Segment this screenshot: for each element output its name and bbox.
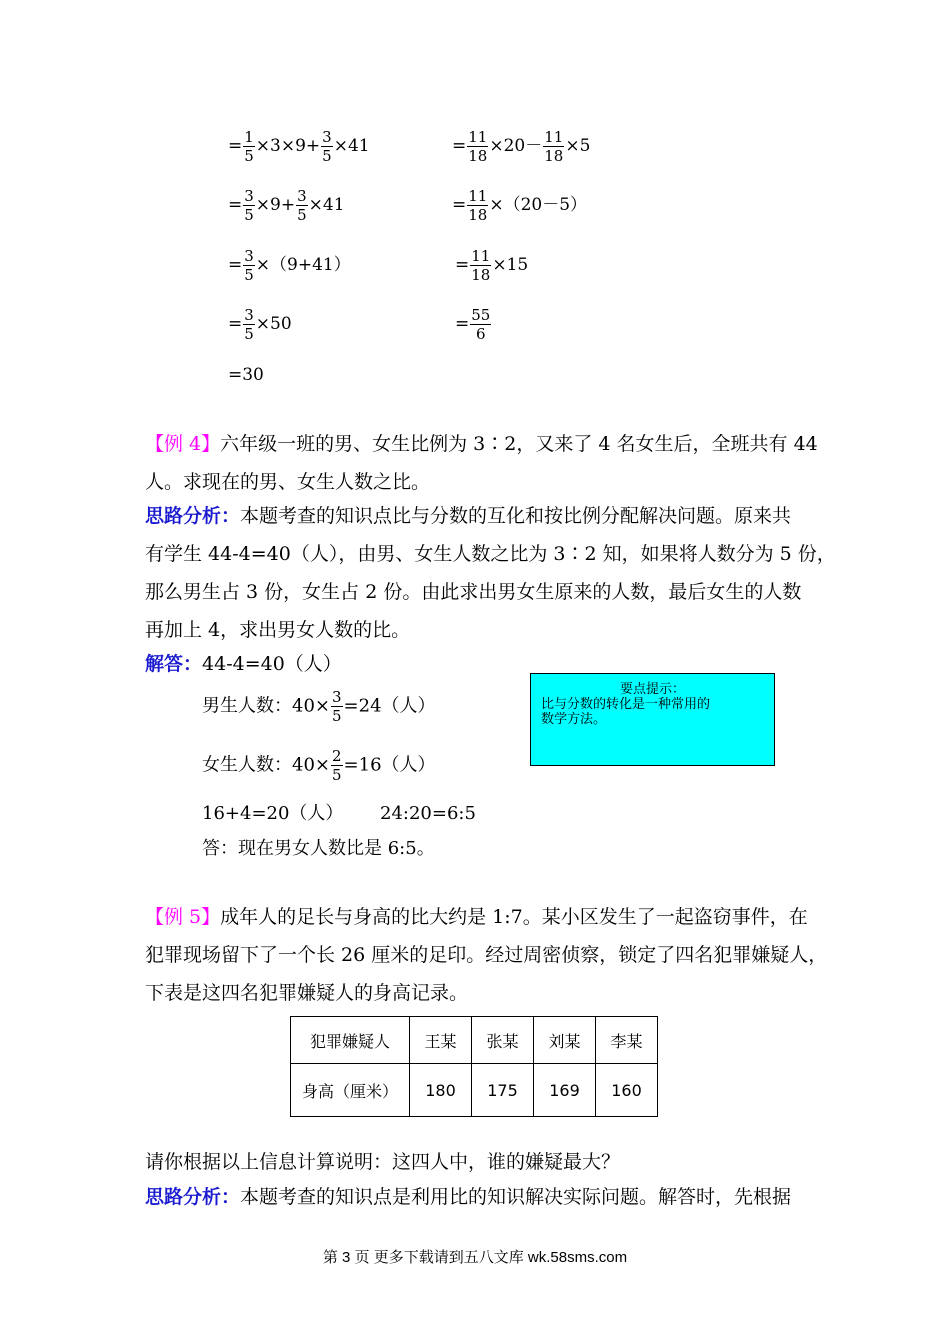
tip-title: 要点提示：	[619, 682, 685, 697]
equals-sign: =	[455, 314, 470, 334]
fraction: $\frac{55}{6}$	[471, 306, 491, 343]
example5-line2: 犯罪现场留下了一个长 26 厘米的足印。经过周密侦察，锁定了四名犯罪嫌疑人，	[145, 944, 828, 966]
fraction: $\frac{11}{18}$	[468, 128, 488, 165]
tip-box	[530, 673, 775, 766]
calc-right-line-1	[452, 128, 590, 165]
calc-left-line-3	[228, 247, 351, 284]
table-cell: 160	[596, 1064, 658, 1117]
analysis-line: 再加上 4，求出男女人数的比。	[145, 619, 411, 641]
calc-right-line-2	[452, 187, 587, 224]
expr-part: =24（人）	[343, 695, 436, 717]
expr-part: =16（人）	[343, 754, 436, 776]
analysis-line: 那么男生占 3 份，女生占 2 份。由此求出男女生原来的人数，最后女生的人数	[145, 581, 802, 603]
expr-part: 男生人数：40×	[202, 695, 330, 717]
answer-line: 44-4=40（人）	[202, 653, 342, 675]
expr-part: ×20－	[489, 136, 543, 156]
boys-count-line	[202, 688, 436, 725]
equals-sign: =	[228, 255, 243, 275]
example4-statement	[145, 425, 818, 501]
answer-label: 解答：	[145, 653, 203, 675]
fraction: $\frac{3}{5}$	[297, 187, 307, 224]
suspect-height-table	[290, 1016, 658, 1117]
table-cell: 身高（厘米）	[291, 1064, 410, 1117]
fraction: $\frac{3}{5}$	[244, 306, 254, 343]
example5-line3: 下表是这四名犯罪嫌疑人的身高记录。	[145, 982, 469, 1004]
table-cell: 王某	[410, 1017, 472, 1064]
expr-part: ×5	[565, 136, 591, 156]
equals-sign: =	[228, 314, 243, 334]
fraction: $\frac{1}{5}$	[244, 128, 254, 165]
expr-part: ×9+	[255, 195, 296, 215]
calc-right-line-3	[455, 247, 528, 284]
equals-sign: =	[228, 195, 243, 215]
table-cell: 张某	[472, 1017, 534, 1064]
table-cell: 180	[410, 1064, 472, 1117]
table-cell: 犯罪嫌疑人	[291, 1017, 410, 1064]
analysis-line: 本题考查的知识点比与分数的互化和按比例分配解决问题。原来共	[240, 505, 792, 527]
fraction: $\frac{3}{5}$	[244, 247, 254, 284]
ratio-line: 24:20=6:5	[380, 803, 476, 824]
analysis-line: 有学生 44-4=40（人），由男、女生人数之比为 3∶2 知，如果将人数分为 5 份，	[145, 543, 836, 565]
conclusion-line: 答：现在男女人数比是 6:5。	[202, 838, 435, 859]
fraction: $\frac{2}{5}$	[332, 747, 342, 784]
equals-sign: =	[455, 255, 470, 275]
fraction: $\frac{11}{18}$	[471, 247, 491, 284]
girls-count-line	[202, 747, 436, 784]
page-footer: 第 3 页 更多下载请到五八文库 wk.58sms.com	[322, 1249, 628, 1266]
fraction: $\frac{11}{18}$	[544, 128, 564, 165]
sum-line: 16+4=20（人）	[202, 803, 344, 824]
example4-answer	[145, 645, 342, 683]
expr-part: ×3×9+	[255, 136, 321, 156]
calc-left-line-2	[228, 187, 345, 224]
calc-left-line-5: =30	[228, 365, 264, 385]
expr-part: ×（20－5）	[489, 195, 588, 215]
example5-line1: 成年人的足长与身高的比大约是 1:7。某小区发生了一起盗窃事件，在	[220, 906, 808, 928]
expr-part: 女生人数：40×	[202, 754, 330, 776]
example4-tag: 【例 4】	[145, 433, 221, 455]
equals-sign: =	[452, 195, 467, 215]
fraction: $\frac{3}{5}$	[322, 128, 332, 165]
expr-part: ×41	[333, 136, 370, 156]
example5-analysis	[145, 1178, 791, 1216]
example4-line1: 六年级一班的男、女生比例为 3∶2，又来了 4 名女生后，全班共有 44	[220, 433, 818, 455]
table-cell: 李某	[596, 1017, 658, 1064]
fraction: $\frac{3}{5}$	[244, 187, 254, 224]
expr-part: ×15	[492, 255, 529, 275]
equals-sign: =	[452, 136, 467, 156]
table-cell: 169	[534, 1064, 596, 1117]
fraction: $\frac{11}{18}$	[468, 187, 488, 224]
fraction: $\frac{3}{5}$	[332, 688, 342, 725]
calc-left-line-4	[228, 306, 292, 343]
example4-analysis	[145, 497, 836, 649]
analysis-label: 思路分析：	[145, 505, 241, 527]
expr-part: ×（9+41）	[255, 255, 351, 275]
table-row	[291, 1064, 658, 1117]
equals-sign: =	[228, 136, 243, 156]
example5-question: 请你根据以上信息计算说明：这四人中，谁的嫌疑最大？	[145, 1151, 621, 1173]
expr-part: ×50	[255, 314, 292, 334]
example5-tag: 【例 5】	[145, 906, 221, 928]
table-header-row	[291, 1017, 658, 1064]
tip-line-1: 比与分数的转化是一种常用的	[541, 697, 711, 712]
example4-line2: 人。求现在的男、女生人数之比。	[145, 471, 431, 493]
example5-statement	[145, 898, 827, 1012]
analysis-label: 思路分析：	[145, 1186, 241, 1208]
analysis-line: 本题考查的知识点是利用比的知识解决实际问题。解答时，先根据	[240, 1186, 792, 1208]
tip-line-2: 数学方法。	[541, 712, 607, 727]
table-cell: 175	[472, 1064, 534, 1117]
expr-part: ×41	[308, 195, 345, 215]
table-cell: 刘某	[534, 1017, 596, 1064]
calc-right-line-4	[455, 306, 492, 343]
calc-left-line-1	[228, 128, 370, 165]
